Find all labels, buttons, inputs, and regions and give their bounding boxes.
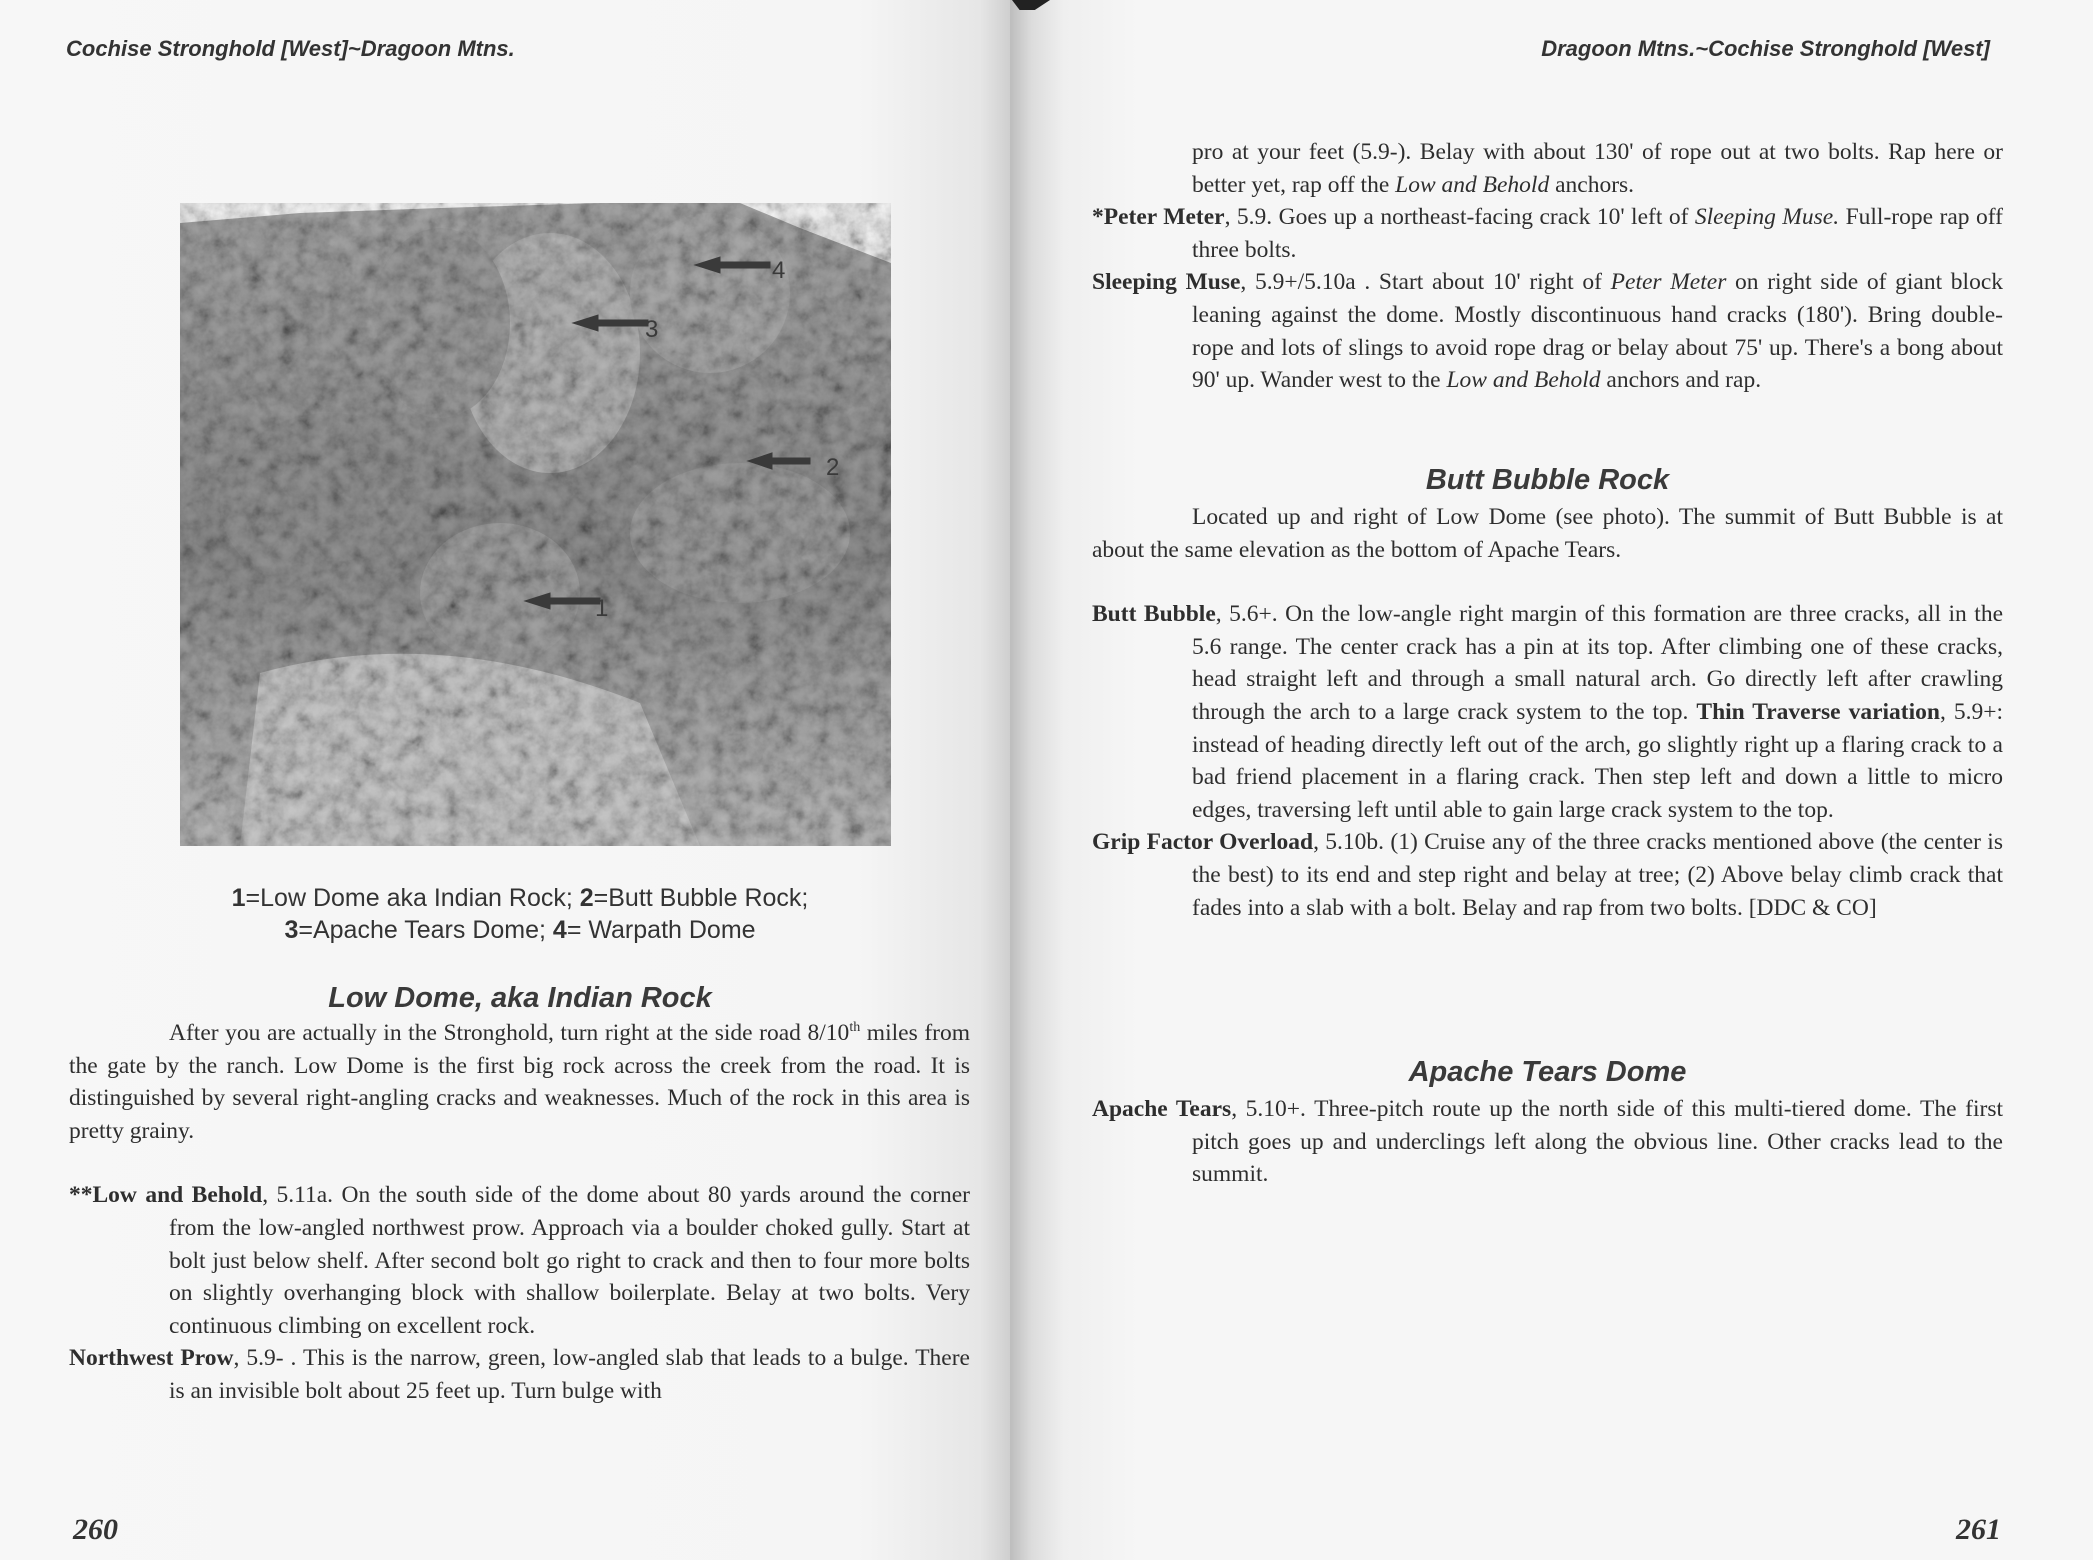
route-peter-meter [1092, 201, 2003, 266]
route-name: **Low and Behold [69, 1182, 263, 1209]
route-description: On the south side of the dome about 80 yards around the corner from the low-angled northwest prow. Approach via a boulder choked gully. Start at bolt just below shelf. After second bolt go right to crack and then to four more bolts on slightly overhanging block with shallow boilerplate. Belay at two bolts. Very continuous climbing on excellent rock. [169, 1182, 971, 1339]
caption-num: 3 [284, 916, 299, 944]
right-running-head: Dragoon Mtns.~Cochise Stronghold [West] [1541, 36, 1990, 61]
continuation-text [1092, 136, 2003, 201]
route-description: , 5.10+. Three-pitch route up the north side of this multi-tiered dome. The first pitch goes up and underclings left along the obvious line. Other cracks lead to the summit. [1192, 1096, 2003, 1188]
route-description: anchors and rap. [1600, 367, 1762, 394]
marker-1: 1 [595, 595, 609, 622]
route-description: , 5.9. Goes up a northeast-facing crack 10' left of [1224, 204, 1695, 231]
route-ref: Low and Behold [1446, 367, 1601, 394]
route-northwest-prow [69, 1342, 970, 1407]
right-page [1010, 0, 2093, 1560]
caption-text: = Warpath Dome [566, 916, 756, 944]
cont-text: pro at your feet (5.9-). Belay with about 130' of rope out at two bolts. Rap here or better yet, rap off the [1192, 139, 2003, 198]
left-page [0, 0, 1010, 1560]
marker-3: 3 [645, 316, 659, 343]
route-grade: , 5.9- . [233, 1345, 297, 1372]
route-name: Butt Bubble [1092, 601, 1216, 628]
apache-tears-heading: Apache Tears Dome [1408, 1056, 1687, 1088]
route-low-and-behold [69, 1179, 970, 1342]
caption-num: 4 [552, 916, 567, 944]
intro-text-cont: miles from the gate by the ranch. Low Dome is the first big rock across the creek from the road. It is distinguished by several right-angling cracks and weaknesses. Much of the rock in this area is pretty grainy. [69, 1020, 970, 1144]
route-butt-bubble [1092, 598, 2003, 826]
caption-text: =Butt Bubble Rock; [593, 884, 809, 912]
rock-landscape-image [180, 203, 891, 846]
low-dome-heading: Low Dome, aka Indian Rock [328, 982, 712, 1014]
route-description: This is the narrow, green, low-angled slab that leads to a bulge. There is an invisible bolt about 25 feet up. Turn bulge with [169, 1345, 970, 1404]
route-ref: Peter Meter [1610, 269, 1727, 296]
cont-italic: Low and Behold [1395, 171, 1550, 198]
intro-text: After you are actually in the Stronghold, turn right at the side road 8/10 [169, 1020, 850, 1046]
apache-tears-body [1092, 1093, 2003, 1191]
route-name: Sleeping Muse [1092, 269, 1241, 296]
route-description: , 5.9+/5.10a . Start about 10' right of [1240, 269, 1611, 296]
marker-2: 2 [826, 454, 840, 481]
left-page-number: 260 [73, 1513, 118, 1546]
route-description: Full-rope rap off three bolts. [1192, 204, 2003, 263]
butt-bubble-intro: Located up and right of Low Dome (see photo). The summit of Butt Bubble is at about the same elevation as the bottom of Apache Tears. [1092, 504, 2003, 563]
route-name: Northwest Prow [69, 1345, 234, 1372]
caption-line-2 [75, 914, 965, 946]
left-running-head: Cochise Stronghold [West]~Dragoon Mtns. [66, 36, 515, 61]
route-ref: Sleeping Muse. [1694, 204, 1840, 231]
photo-caption [75, 882, 965, 946]
low-dome-intro [69, 1017, 970, 1147]
intro-superscript: th [849, 1020, 861, 1036]
right-page-number: 261 [1956, 1513, 2001, 1546]
caption-num: 2 [579, 884, 594, 912]
cont-end: anchors. [1549, 171, 1635, 198]
route-grip-factor-overload [1092, 826, 2003, 924]
route-name: *Peter Meter [1092, 204, 1225, 231]
route-description: on right side of giant block leaning against the dome. Mostly discontinuous hand cracks (180'). Bring double-rope and lots of slings to avoid rope drag or belay about 75' up. There's a bong about 90' up. Wander west to the [1192, 269, 2003, 394]
caption-num: 1 [231, 884, 246, 912]
route-name: Grip Factor Overload [1092, 829, 1314, 856]
variation-name: Thin Traverse variation [1696, 698, 1940, 725]
caption-text: =Low Dome aka Indian Rock; [245, 884, 580, 912]
route-sleeping-muse [1092, 266, 2003, 396]
butt-bubble-body [1092, 501, 2003, 924]
caption-line-1 [75, 882, 965, 914]
route-description: , 5.6+. On the low-angle right margin of this formation are three cracks, all in the 5.6 range. The center crack has a pin at its top. After climbing one of these cracks, head straight left and through a small natural arch. Go directly left after crawling through the arch to a large crack system to the top. [1192, 601, 2003, 725]
route-apache-tears [1092, 1093, 2003, 1191]
butt-bubble-heading: Butt Bubble Rock [1425, 464, 1670, 496]
route-description: , 5.10b. (1) Cruise any of the three cracks mentioned above (the center is the best) to its end and step right and belay at tree; (2) Above belay climb crack that fades into a slab with a bolt. Belay and rap from two bolts. [DDC & CO] [1192, 829, 2003, 921]
route-description: , 5.9+: instead of heading directly left out of the arch, go slightly right up a flaring crack to a bad friend placement in a flaring crack. Then step left and down a little to micro edges, traversing left until able to gain large crack system to the top. [1192, 698, 2003, 823]
left-body [69, 1017, 970, 1408]
caption-text: =Apache Tears Dome; [298, 916, 553, 944]
route-name: Apache Tears [1092, 1096, 1232, 1122]
marker-4: 4 [772, 257, 786, 284]
route-grade: , 5.11a. [262, 1182, 334, 1209]
dome-photo [180, 203, 891, 846]
right-body [1092, 136, 2003, 397]
